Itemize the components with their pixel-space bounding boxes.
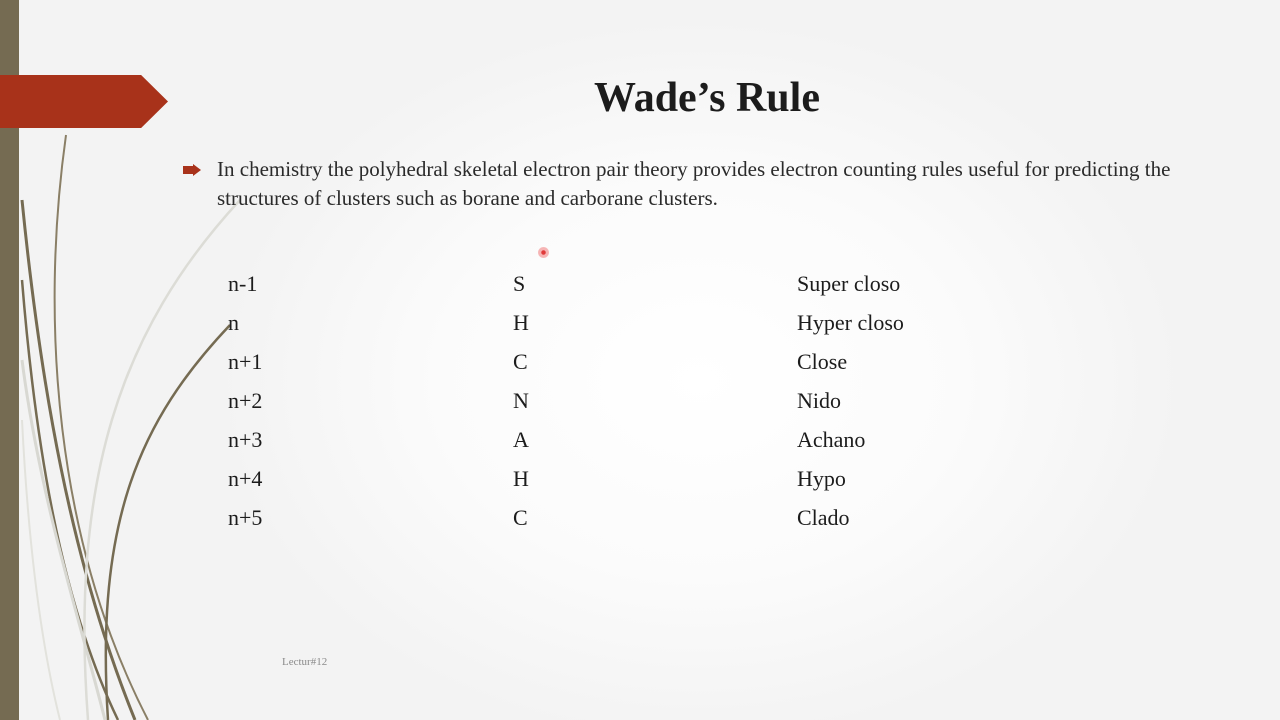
table-row	[228, 420, 1047, 459]
structure-name: Close	[797, 348, 848, 374]
structure-name: Hyper closo	[797, 309, 904, 335]
electron-count: n-1	[228, 270, 258, 296]
structure-letter: N	[513, 387, 529, 413]
table-row	[228, 459, 1047, 498]
structure-name: Clado	[797, 504, 850, 530]
table-row	[228, 381, 1047, 420]
structure-letter: S	[513, 270, 526, 296]
structure-letter: H	[513, 309, 529, 335]
electron-count: n+5	[228, 504, 263, 530]
structure-name: Nido	[797, 387, 841, 413]
structure-letter: C	[513, 348, 528, 374]
electron-count: n	[228, 309, 239, 335]
table-row	[228, 498, 1047, 537]
structure-letter: H	[513, 465, 529, 491]
table-row	[228, 303, 1047, 342]
structure-name: Hypo	[797, 465, 846, 491]
structure-name: Achano	[797, 426, 866, 452]
structure-letter: C	[513, 504, 528, 530]
structure-letter: A	[513, 426, 529, 452]
electron-count: n+1	[228, 348, 263, 374]
table-row	[228, 264, 1047, 303]
bullet-text: In chemistry the polyhedral skeletal electron pair theory provides electron counting rules useful for predicting the structures of clusters such as borane and carborane clusters.	[217, 157, 1171, 210]
electron-count: n+2	[228, 387, 263, 413]
laser-pointer-icon	[538, 247, 549, 258]
wade-rule-table	[228, 264, 1047, 537]
arrow-bullet-icon	[183, 164, 203, 176]
table-row	[228, 342, 1047, 381]
slide-title: Wade’s Rule	[594, 75, 820, 121]
electron-count: n+3	[228, 426, 263, 452]
structure-name: Super closo	[797, 270, 901, 296]
slide-footer: Lectur#12	[282, 656, 328, 668]
electron-count: n+4	[228, 465, 263, 491]
title-banner	[0, 75, 168, 128]
